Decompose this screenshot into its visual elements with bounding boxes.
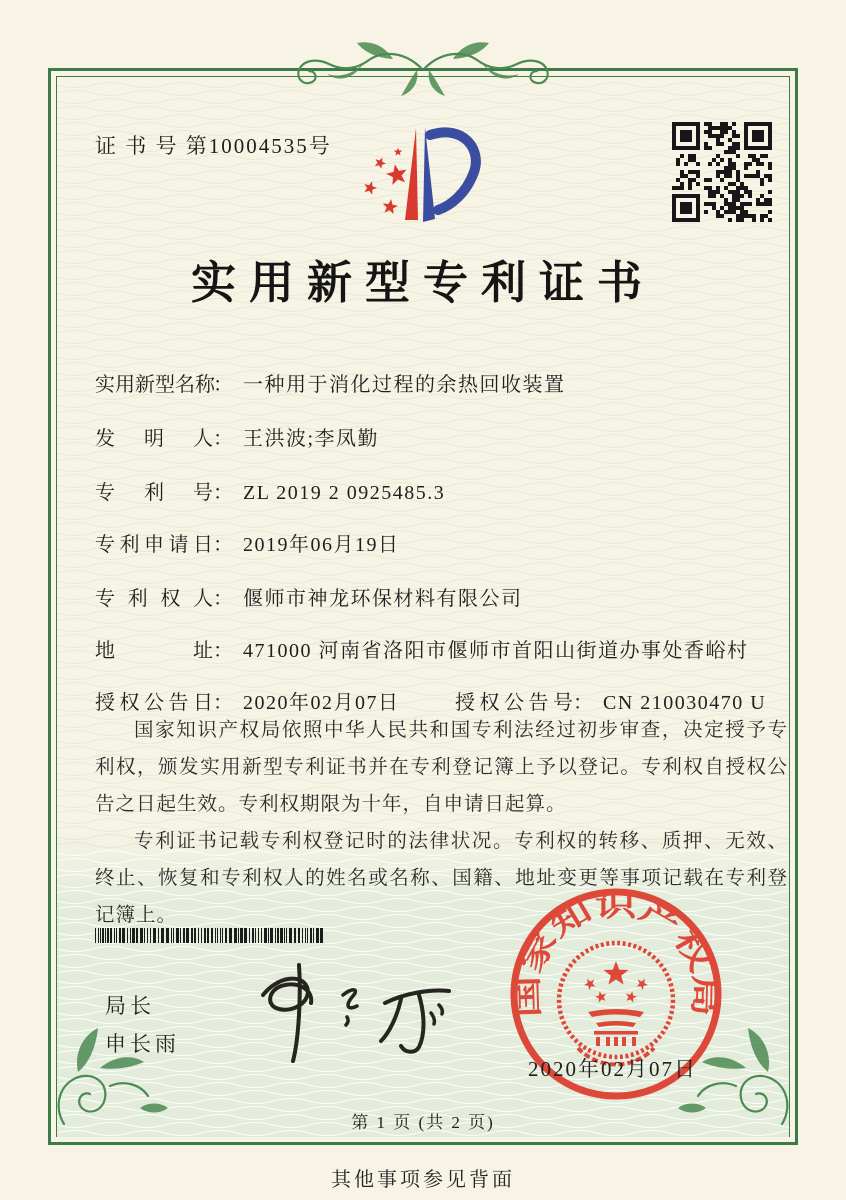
- certificate-title: 实用新型专利证书: [190, 258, 655, 308]
- field-colon: ：: [573, 692, 593, 714]
- legal-paragraph: 专利证书记载专利权登记时的法律状况。专利权的转移、质押、无效、终止、恢复和专利权人的姓名或名称、国籍、地址变更等事项记载在专利登记簿上。: [95, 831, 788, 926]
- field-colon: ：: [213, 428, 233, 450]
- field-colon: ：: [213, 692, 233, 714]
- legal-paragraph: 国家知识产权局依照中华人民共和国专利法经过初步审查，决定授予专利权，颁发实用新型专利证书并在专利登记簿上予以登记。专利权自授权公告之日起生效。专利权期限为十年，自申请日起算。: [95, 720, 788, 815]
- field-value: 2020年02月07日: [243, 692, 400, 714]
- field-row-patentee: [95, 582, 523, 611]
- field-label: 专利权人: [95, 588, 213, 610]
- field-colon: ：: [213, 534, 233, 556]
- svg-text:国家知识产权局: [511, 890, 720, 1018]
- field-value: 471000 河南省洛阳市偃师市首阳山街道办事处香峪村: [243, 640, 749, 662]
- field-colon: ：: [213, 588, 233, 610]
- page-number: 第 1 页 (共 2 页): [351, 1113, 495, 1132]
- field-value: 2019年06月19日: [243, 534, 400, 556]
- field-colon: ：: [213, 640, 233, 662]
- field-value: 王洪波;李凤勤: [243, 428, 380, 450]
- field-row-grant: [95, 686, 767, 715]
- seal-date: 2020年02月07日: [528, 1057, 697, 1081]
- top-border-ornament-icon: [273, 38, 573, 102]
- field-label: 实用新型名称: [95, 374, 215, 396]
- signer-name: 申长雨: [105, 1033, 180, 1056]
- back-side-note: 其他事项参见背面: [331, 1169, 515, 1191]
- certificate-number: 证 书 号 第10004535号: [95, 134, 332, 158]
- field-row-address: [95, 634, 749, 663]
- cnipa-logo-icon: [352, 110, 502, 238]
- field-colon: ：: [213, 374, 233, 396]
- field-row-patent-number: [95, 476, 445, 505]
- field-label: 专利号: [95, 482, 213, 504]
- field-value: ZL 2019 2 0925485.3: [243, 482, 446, 504]
- field-value: 一种用于消化过程的余热回收装置: [243, 374, 566, 396]
- field-row-name: [95, 368, 566, 397]
- field-value: 偃师市神龙环保材料有限公司: [243, 588, 523, 610]
- field-label: 发明人: [95, 428, 213, 450]
- qr-code: [672, 122, 772, 222]
- grant-number-group: [455, 686, 766, 715]
- signer-title: 局长: [105, 995, 155, 1018]
- field-label: 地址: [95, 640, 213, 662]
- field-value: CN 210030470 U: [603, 692, 767, 714]
- field-row-filing-date: [95, 528, 400, 557]
- field-row-inventor: [95, 422, 379, 451]
- field-label: 授权公告号: [455, 692, 573, 714]
- field-label: 专利申请日: [95, 534, 213, 556]
- field-colon: ：: [213, 482, 233, 504]
- seal-text: 国家知识产权局: [511, 889, 721, 1018]
- signature-image: [235, 943, 465, 1068]
- barcode: [95, 928, 325, 943]
- field-label: 授权公告日: [95, 692, 213, 714]
